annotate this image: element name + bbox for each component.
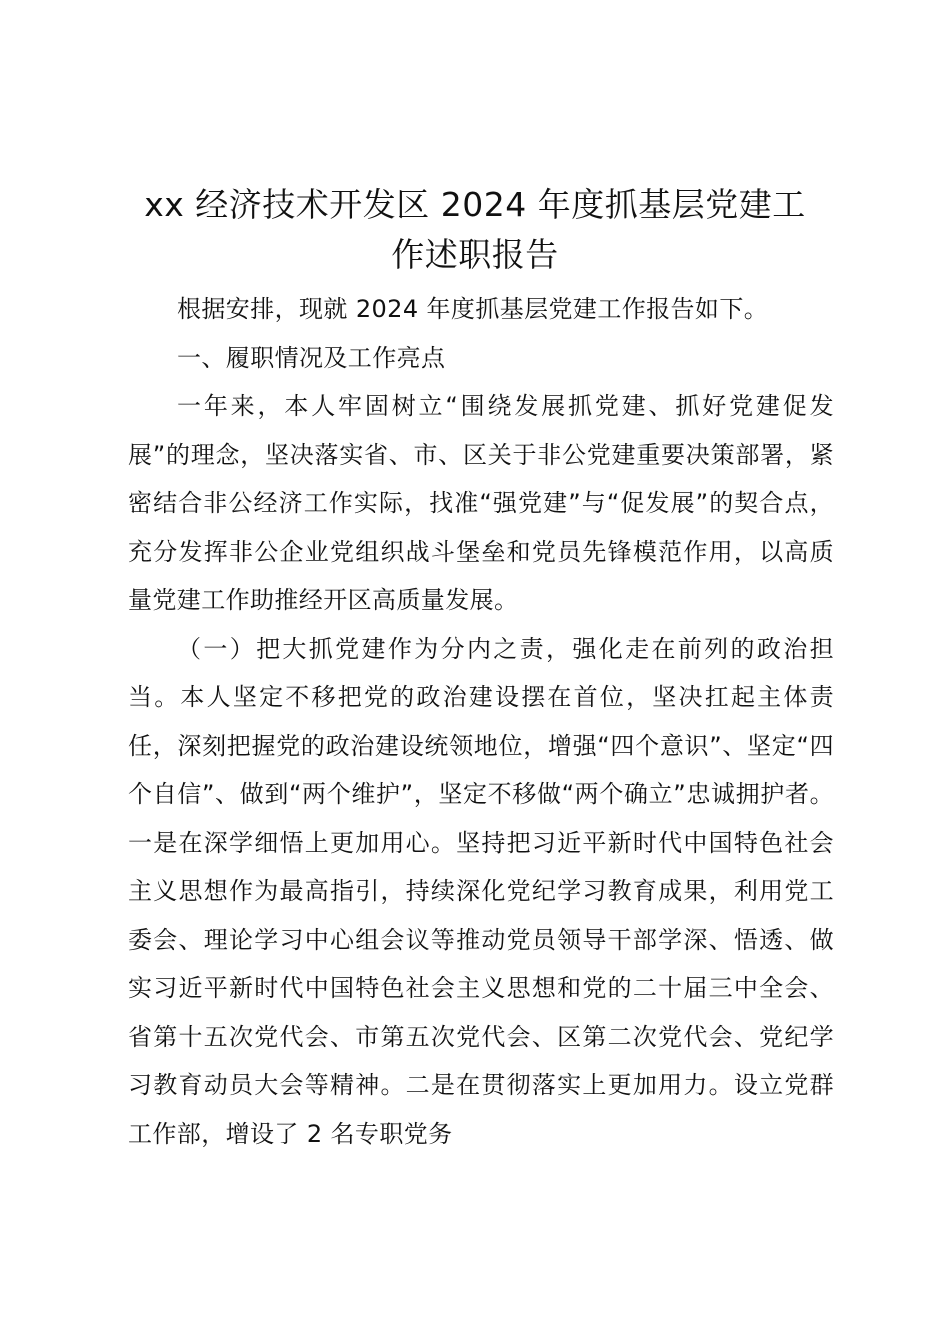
page-title <box>120 180 830 280</box>
body-paragraph: 一年来，本人牢固树立“围绕发展抓党建、抓好党建促发展”的理念，坚决落实省、市、区关于非公党建重要决策部署，紧密结合非公经济工作实际，找准“强党建”与“促发展”的契合点，充分发挥非公企业党组织战斗堡垒和党员先锋模范作用，以高质量党建工作助推经开区高质量发展。 <box>128 392 834 614</box>
body-paragraph: （一）把大抓党建作为分内之责，强化走在前列的政治担当。本人坚定不移把党的政治建设摆在首位，坚决扛起主体责任，深刻把握党的政治建设统领地位，增强“四个意识”、坚定“四个自信”、做到“两个维护”，坚定不移做“两个确立”忠诚拥护者。一是在深学细悟上更加用心。坚持把习近平新时代中国特色社会主义思想作为最高指引，持续深化党纪学习教育成果，利用党工委会、理论学习中心组会议等推动党员领导干部学深、悟透、做实习近平新时代中国特色社会主义思想和党的二十届三中全会、省第十五次党代会、市第五次党代会、区第二次党代会、党纪学习教育动员大会等精神。二是在贯彻落实上更加用力。设立党群工作部，增设了 2 名专职党务 <box>128 634 834 1148</box>
document-body <box>128 285 834 1158</box>
intro-paragraph: 根据安排，现就 2024 年度抓基层党建工作报告如下。 <box>177 295 769 323</box>
title-line-1: xx 经济技术开发区 2024 年度抓基层党建工 <box>144 185 806 224</box>
title-line-2: 作述职报告 <box>391 235 559 274</box>
section-heading: 一、履职情况及工作亮点 <box>177 343 446 372</box>
